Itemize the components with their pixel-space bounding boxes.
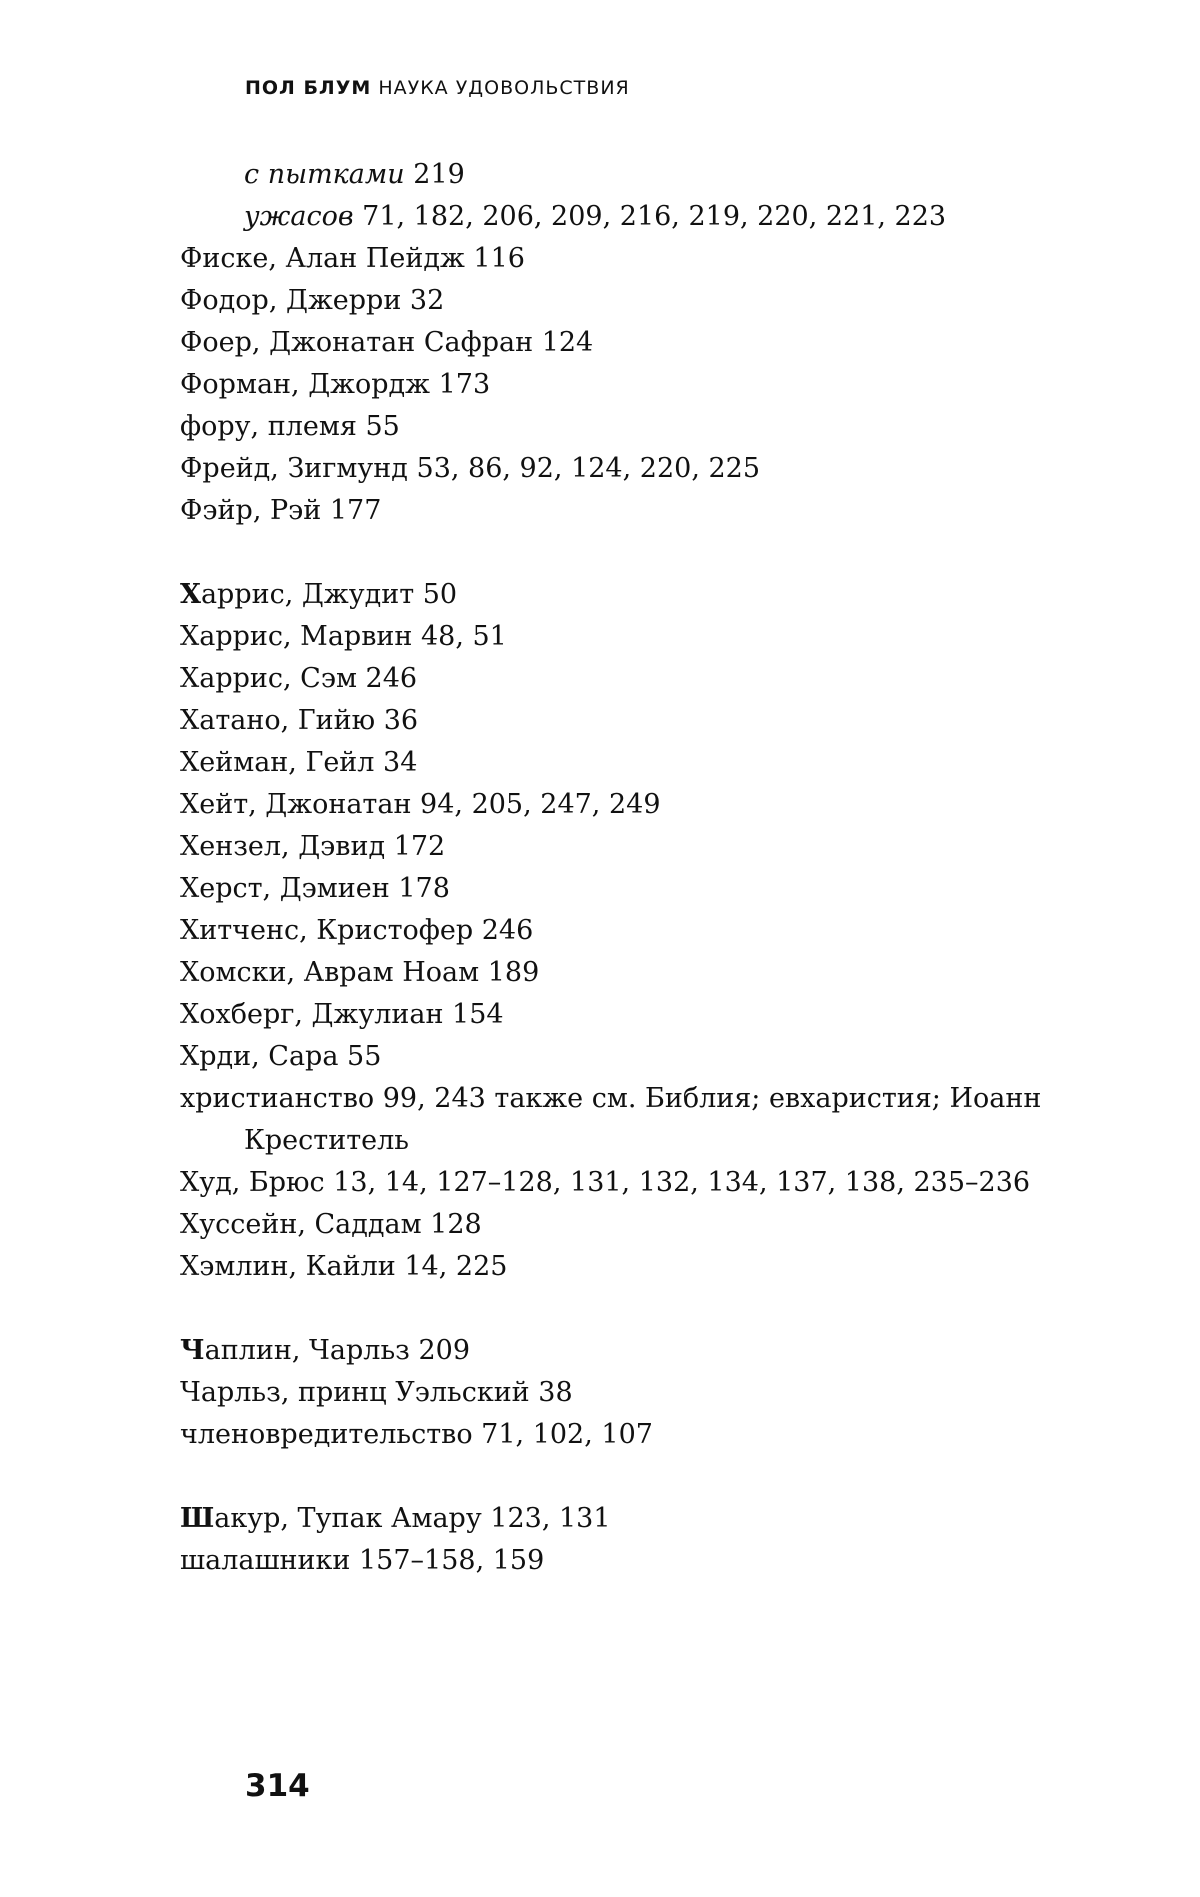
- subentry-term: с пытками: [244, 159, 405, 190]
- index-entry: Хейман, Гейл 34: [180, 742, 1060, 784]
- running-head-author: ПОЛ БЛУМ: [245, 77, 371, 99]
- subentry-pages: 71, 182, 206, 209, 216, 219, 220, 221, 223: [362, 201, 946, 232]
- entry-text: аплин, Чарльз 209: [205, 1335, 470, 1366]
- index-subentry: [180, 154, 1060, 196]
- index-subentry: [180, 196, 1060, 238]
- index-entry: членовредительство 71, 102, 107: [180, 1414, 1060, 1456]
- index-entry-section-start: [180, 574, 1060, 616]
- section-initial-letter: Ш: [180, 1503, 214, 1534]
- index-entry: христианство 99, 243 также см. Библия; евхаристия; Иоанн Креститель: [180, 1078, 1060, 1162]
- index-entry: Фиске, Алан Пейдж 116: [180, 238, 1060, 280]
- index-entry: Хатано, Гийю 36: [180, 700, 1060, 742]
- entry-text: аррис, Джудит 50: [201, 579, 457, 610]
- page-number: 314: [245, 1768, 310, 1804]
- index-entry: Фодор, Джерри 32: [180, 280, 1060, 322]
- index-column: [180, 154, 1060, 1582]
- index-entry: Чарльз, принц Уэльский 38: [180, 1372, 1060, 1414]
- index-entry: Херст, Дэмиен 178: [180, 868, 1060, 910]
- index-entry: Хрди, Сара 55: [180, 1036, 1060, 1078]
- index-entry: Фэйр, Рэй 177: [180, 490, 1060, 532]
- section-initial-letter: Ч: [180, 1335, 205, 1366]
- running-head: [245, 77, 630, 99]
- index-entry: Хейт, Джонатан 94, 205, 247, 249: [180, 784, 1060, 826]
- index-entry: Хензел, Дэвид 172: [180, 826, 1060, 868]
- index-entry: фору, племя 55: [180, 406, 1060, 448]
- subentry-pages: 219: [413, 159, 465, 190]
- index-entry: Хуссейн, Саддам 128: [180, 1204, 1060, 1246]
- index-entry: Худ, Брюс 13, 14, 127–128, 131, 132, 134, 137, 138, 235–236: [180, 1162, 1060, 1204]
- index-entry-section-start: [180, 1330, 1060, 1372]
- section-gap: [180, 1456, 1060, 1498]
- index-entry: Хомски, Аврам Ноам 189: [180, 952, 1060, 994]
- section-gap: [180, 532, 1060, 574]
- running-head-title: НАУКА УДОВОЛЬСТВИЯ: [378, 77, 629, 99]
- index-entry: Хитченс, Кристофер 246: [180, 910, 1060, 952]
- index-entry: Харрис, Марвин 48, 51: [180, 616, 1060, 658]
- index-entry: Харрис, Сэм 246: [180, 658, 1060, 700]
- index-entry: Фрейд, Зигмунд 53, 86, 92, 124, 220, 225: [180, 448, 1060, 490]
- entry-text: акур, Тупак Амару 123, 131: [214, 1503, 610, 1534]
- index-entry: Фоер, Джонатан Сафран 124: [180, 322, 1060, 364]
- subentry-term: ужасов: [244, 201, 354, 232]
- index-entry: Форман, Джордж 173: [180, 364, 1060, 406]
- index-entry: шалашники 157–158, 159: [180, 1540, 1060, 1582]
- index-entry: Хохберг, Джулиан 154: [180, 994, 1060, 1036]
- index-entry-section-start: [180, 1498, 1060, 1540]
- index-entry: Хэмлин, Кайли 14, 225: [180, 1246, 1060, 1288]
- section-gap: [180, 1288, 1060, 1330]
- section-initial-letter: Х: [180, 579, 201, 610]
